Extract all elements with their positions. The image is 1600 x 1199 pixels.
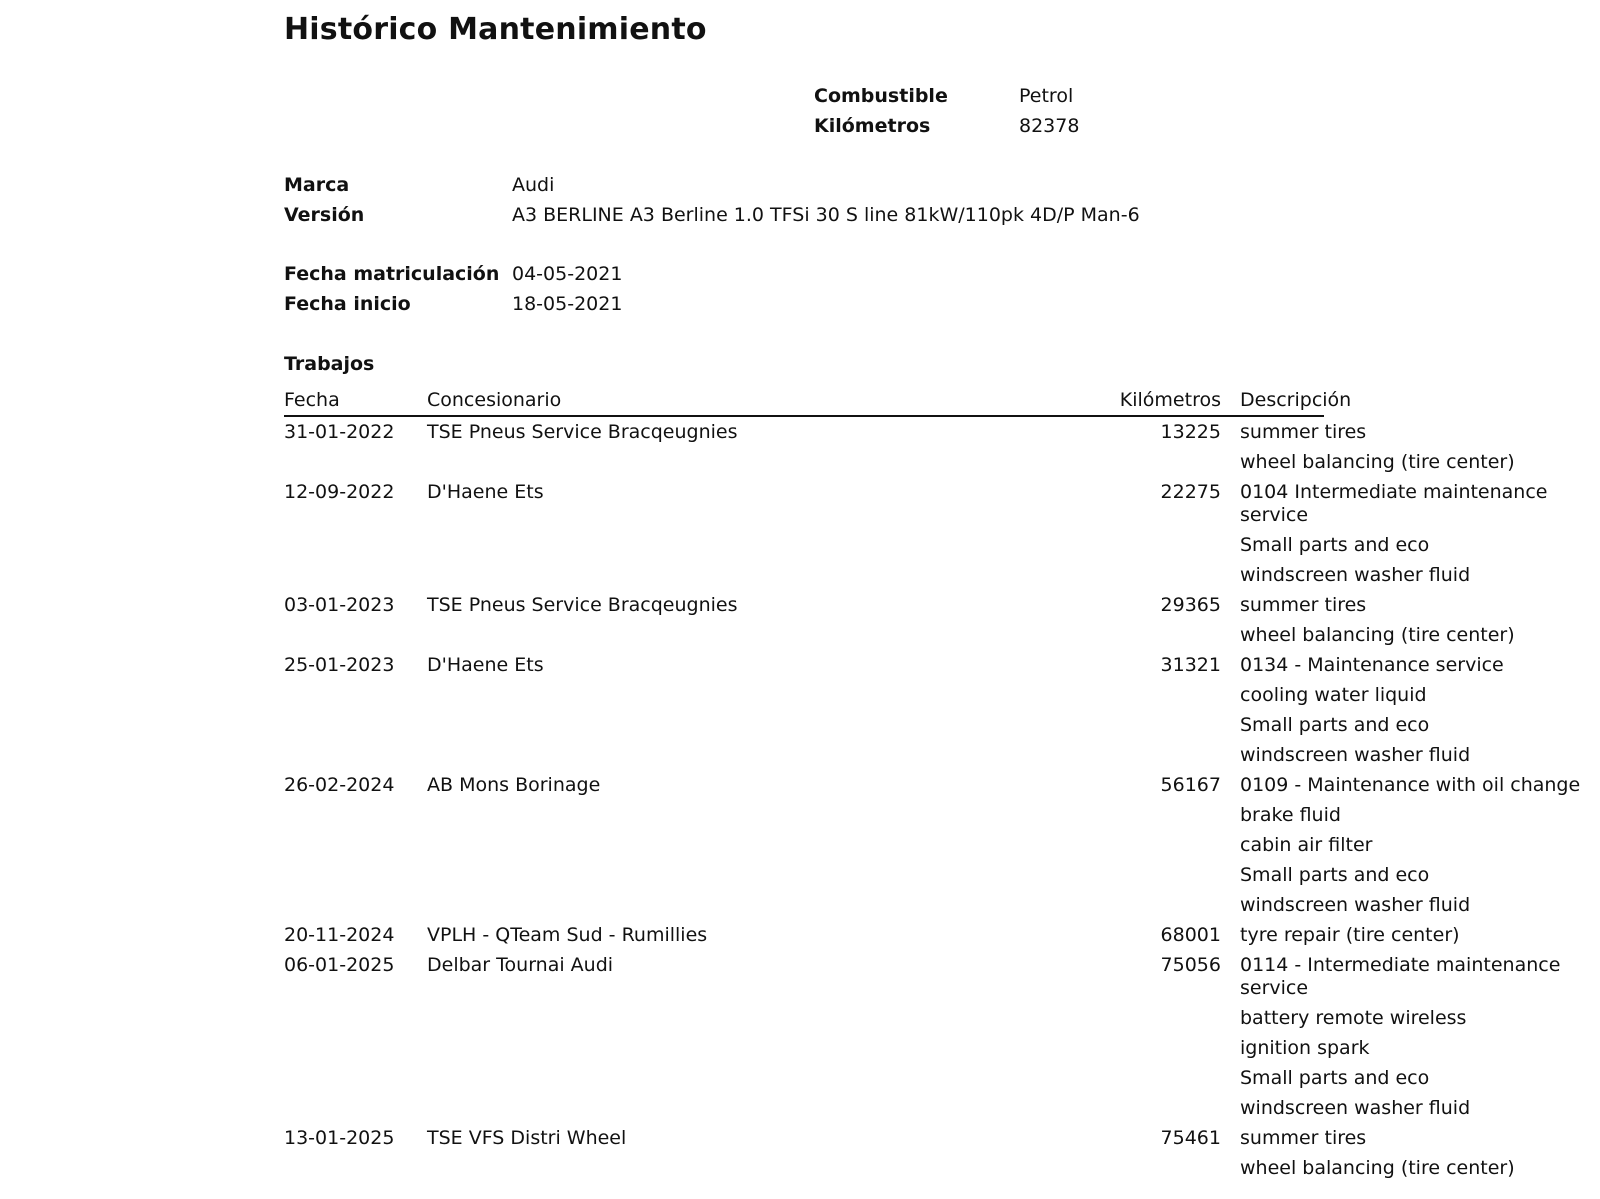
job-description-list (1240, 770, 1585, 920)
header-description: Descripción (1240, 389, 1352, 411)
fuel-label: Combustible (814, 85, 948, 107)
job-description-item: brake fluid (1240, 804, 1341, 826)
job-dealer: AB Mons Borinage (427, 774, 601, 796)
job-description-list (1240, 590, 1585, 650)
job-description-item: windscreen washer fluid (1240, 744, 1471, 766)
table-row (284, 477, 1548, 590)
job-description-item: Small parts and eco (1240, 714, 1430, 736)
start-date-field (284, 289, 1324, 319)
version-field (284, 200, 1324, 230)
job-date: 03-01-2023 (284, 594, 395, 616)
job-km: 75056 (1160, 954, 1221, 976)
job-dealer: Delbar Tournai Audi (427, 954, 614, 976)
job-description-item: tyre repair (tire center) (1240, 924, 1460, 946)
table-row (284, 590, 1515, 650)
job-description-item: cooling water liquid (1240, 684, 1427, 706)
job-description-item: Small parts and eco (1240, 1067, 1430, 1089)
table-row (284, 417, 1515, 477)
brand-value: Audi (512, 174, 555, 196)
job-date: 26-02-2024 (284, 774, 395, 796)
job-description-item: battery remote wireless (1240, 1007, 1467, 1029)
table-row (284, 920, 1460, 950)
job-km: 13225 (1160, 421, 1221, 443)
job-description-list (1240, 950, 1585, 1123)
registration-date-label: Fecha matriculación (284, 263, 500, 285)
brand-field (284, 170, 1324, 200)
registration-date-field (284, 259, 1324, 289)
job-km: 68001 (1160, 924, 1221, 946)
fuel-value: Petrol (1019, 85, 1074, 107)
job-description-item: summer tires (1240, 594, 1367, 616)
job-description-item: cabin air filter (1240, 834, 1373, 856)
job-description-item: 0114 - Intermediate maintenance service (1240, 954, 1561, 999)
job-description-item: windscreen washer fluid (1240, 564, 1471, 586)
job-dealer: TSE VFS Distri Wheel (427, 1127, 627, 1149)
table-row (284, 770, 1581, 920)
job-date: 13-01-2025 (284, 1127, 395, 1149)
jobs-table-header (284, 385, 1352, 417)
job-description-item: summer tires (1240, 421, 1367, 443)
job-km: 31321 (1160, 654, 1221, 676)
fuel-field (814, 81, 1314, 111)
job-km: 56167 (1160, 774, 1221, 796)
table-row (284, 650, 1504, 770)
job-description-item: wheel balancing (tire center) (1240, 1157, 1515, 1179)
jobs-table-body (284, 417, 1581, 1183)
job-description-item: wheel balancing (tire center) (1240, 451, 1515, 473)
job-description-item: windscreen washer fluid (1240, 1097, 1471, 1119)
job-description-item: windscreen washer fluid (1240, 894, 1471, 916)
job-description-item: wheel balancing (tire center) (1240, 624, 1515, 646)
job-description-list (1240, 920, 1585, 950)
job-dealer: TSE Pneus Service Bracqeugnies (427, 594, 738, 616)
km-value: 82378 (1019, 115, 1080, 137)
job-km: 29365 (1160, 594, 1221, 616)
jobs-section-title: Trabajos (284, 353, 375, 375)
brand-label: Marca (284, 174, 350, 196)
job-dealer: D'Haene Ets (427, 654, 544, 676)
job-description-list (1240, 650, 1585, 770)
job-date: 25-01-2023 (284, 654, 395, 676)
version-label: Versión (284, 204, 365, 226)
start-date-value: 18-05-2021 (512, 293, 623, 315)
job-date: 06-01-2025 (284, 954, 395, 976)
maintenance-history-document (284, 0, 1581, 1199)
km-label: Kilómetros (814, 115, 931, 137)
registration-date-value: 04-05-2021 (512, 263, 623, 285)
job-description-list (1240, 417, 1585, 477)
start-date-label: Fecha inicio (284, 293, 411, 315)
job-description-item: Small parts and eco (1240, 864, 1430, 886)
jobs-table (284, 385, 1581, 1183)
job-description-item: summer tires (1240, 1127, 1367, 1149)
job-dealer: VPLH - QTeam Sud - Rumillies (427, 924, 708, 946)
version-value: A3 BERLINE A3 Berline 1.0 TFSi 30 S line 81kW/110pk 4D/P Man-6 (512, 204, 1140, 226)
job-km: 22275 (1160, 481, 1221, 503)
page-title: Histórico Mantenimiento (284, 12, 707, 47)
table-row (284, 1123, 1515, 1183)
job-dealer: TSE Pneus Service Bracqeugnies (427, 421, 738, 443)
job-description-item: 0109 - Maintenance with oil change (1240, 774, 1581, 796)
job-date: 31-01-2022 (284, 421, 395, 443)
job-date: 20-11-2024 (284, 924, 395, 946)
job-date: 12-09-2022 (284, 481, 395, 503)
job-dealer: D'Haene Ets (427, 481, 544, 503)
header-dealer: Concesionario (427, 389, 562, 411)
job-description-list (1240, 1123, 1585, 1183)
job-km: 75461 (1160, 1127, 1221, 1149)
job-description-item: Small parts and eco (1240, 534, 1430, 556)
job-description-item: ignition spark (1240, 1037, 1370, 1059)
header-km: Kilómetros (1119, 389, 1221, 411)
header-date: Fecha (284, 389, 340, 411)
job-description-item: 0104 Intermediate maintenance service (1240, 481, 1548, 526)
table-row (284, 950, 1561, 1123)
job-description-item: 0134 - Maintenance service (1240, 654, 1504, 676)
job-description-list (1240, 477, 1585, 590)
km-field (814, 111, 1314, 141)
